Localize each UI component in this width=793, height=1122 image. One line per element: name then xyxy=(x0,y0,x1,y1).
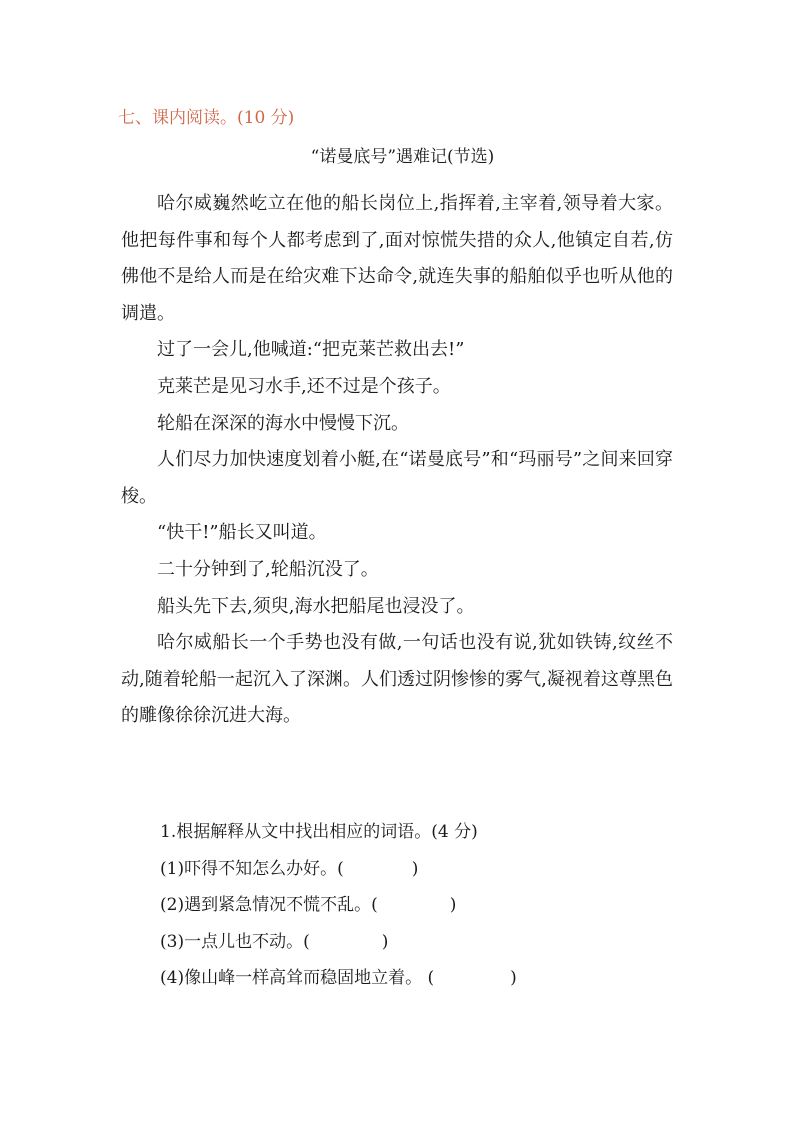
passage-title: “诺曼底号”遇难记(节选) xyxy=(310,147,495,167)
item-label: (3)一点儿也不动。( xyxy=(160,931,310,952)
question-prompt: 1.根据解释从文中找出相应的词语。(4 分) xyxy=(160,822,478,842)
paragraph: 二十分钟到了,轮船沉没了。 xyxy=(157,558,379,580)
question-item-2 xyxy=(160,887,680,924)
item-label: (1)吓得不知怎么办好。( xyxy=(160,858,344,879)
paragraph: 人们尽力加快速度划着小艇,在“诺曼底号”和“玛丽号”之间来回穿梭。 xyxy=(121,449,673,507)
paragraph: 克莱芒是见习水手,还不过是个孩子。 xyxy=(157,375,451,397)
question-item-4 xyxy=(160,960,680,997)
paragraph: 船头先下去,须臾,海水把船尾也浸没了。 xyxy=(157,595,475,617)
item-close: ) xyxy=(411,858,419,879)
passage-body xyxy=(121,186,673,735)
item-close: ) xyxy=(449,895,457,916)
paragraph: 轮船在深深的海水中慢慢下沉。 xyxy=(157,412,409,434)
question-1 xyxy=(160,814,680,997)
paragraph: 过了一会儿,他喊道:“把克莱芒救出去!” xyxy=(157,339,465,361)
item-close: ) xyxy=(381,931,389,952)
question-item-3 xyxy=(160,924,680,961)
item-label: (4)像山峰一样高耸而稳固地立着。 ( xyxy=(160,968,435,989)
paragraph: 哈尔威船长一个手势也没有做,一句话也没有说,犹如铁铸,纹丝不动,随着轮船一起沉入了深渊。人们透过阴惨惨的雾气,凝视着这尊黑色的雕像徐徐沉进大海。 xyxy=(121,632,673,727)
question-item-1 xyxy=(160,851,680,888)
paragraph: “快干!”船长又叫道。 xyxy=(157,522,327,544)
section-heading: 七、课内阅读。(10 分) xyxy=(118,108,295,128)
item-label: (2)遇到紧急情况不慌不乱。( xyxy=(160,895,378,916)
item-close: ) xyxy=(510,968,517,989)
paragraph: 哈尔威巍然屹立在他的船长岗位上,指挥着,主宰着,领导着大家。他把每件事和每个人都考虑到了,面对惊慌失措的众人,他镇定自若,仿佛他不是给人而是在给灾难下达命令,就连失事的船舶似乎也听从他的调遣。 xyxy=(121,193,673,324)
